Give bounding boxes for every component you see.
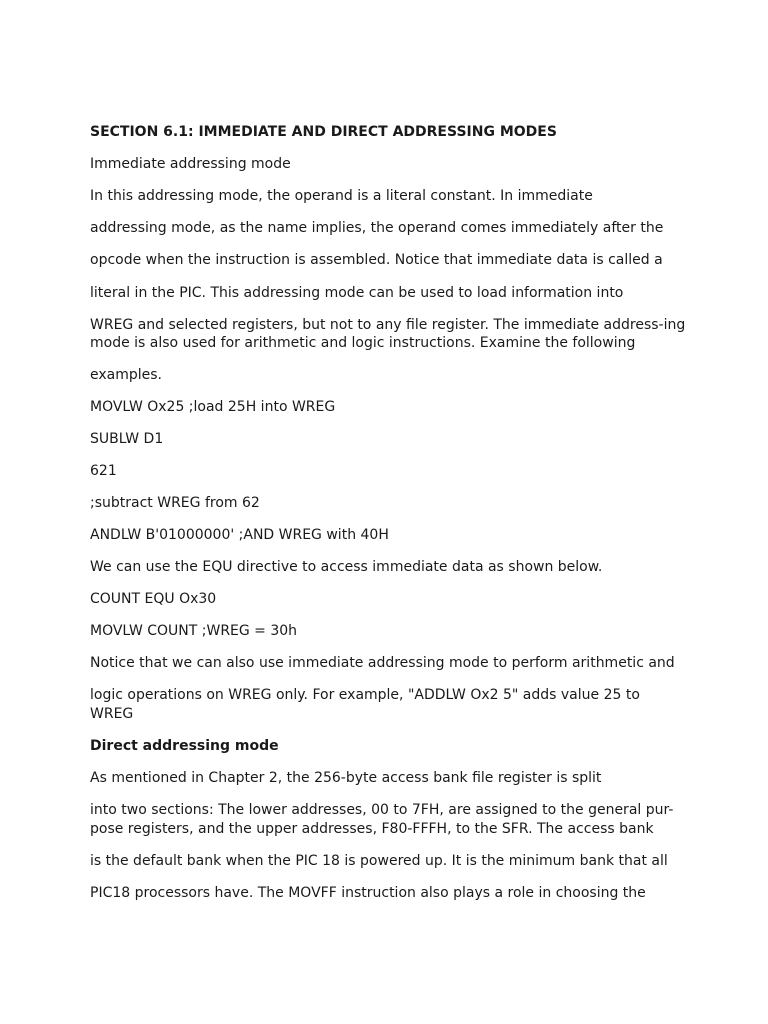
text-line: In this addressing mode, the operand is a literal constant. In immediate [90, 188, 593, 204]
text-line: logic operations on WREG only. For example, "ADDLW Ox2 5" adds value 25 to [90, 687, 640, 703]
code-line: ;subtract WREG from 62 [90, 495, 260, 511]
text-line: addressing mode, as the name implies, the operand comes immediately after the [90, 220, 664, 236]
text-line: Immediate addressing mode [90, 156, 291, 172]
text-line: Notice that we can also use immediate addressing mode to perform arithmetic and [90, 655, 675, 671]
code-line: 621 [90, 463, 117, 479]
text-line: is the default bank when the PIC 18 is powered up. It is the minimum bank that all [90, 853, 668, 869]
section-heading: SECTION 6.1: IMMEDIATE AND DIRECT ADDRESSING MODES [90, 124, 557, 140]
code-line: MOVLW COUNT ;WREG = 30h [90, 623, 298, 639]
code-line: ANDLW B'01000000' ;AND WREG with 40H [90, 527, 389, 543]
text-line: As mentioned in Chapter 2, the 256-byte access bank file register is split [90, 770, 602, 786]
code-line: SUBLW D1 [90, 431, 164, 447]
text-line: WREG [90, 706, 134, 722]
text-line: pose registers, and the upper addresses, F80-FFFH, to the SFR. The access bank [90, 821, 654, 837]
code-line: MOVLW Ox25 ;load 25H into WREG [90, 399, 336, 415]
text-line: into two sections: The lower addresses, 00 to 7FH, are assigned to the general pur- [90, 802, 674, 818]
text-line: PIC18 processors have. The MOVFF instruction also plays a role in choosing the [90, 885, 646, 901]
text-line: literal in the PIC. This addressing mode can be used to load information into [90, 285, 624, 301]
text-line: We can use the EQU directive to access immediate data as shown below. [90, 559, 603, 575]
text-line: mode is also used for arithmetic and logic instructions. Examine the following [90, 335, 636, 351]
subheading: Direct addressing mode [90, 738, 279, 754]
text-line: WREG and selected registers, but not to any file register. The immediate address-ing [90, 317, 686, 333]
text-line: opcode when the instruction is assembled. Notice that immediate data is called a [90, 252, 663, 268]
text-line: examples. [90, 367, 163, 383]
code-line: COUNT EQU Ox30 [90, 591, 217, 607]
